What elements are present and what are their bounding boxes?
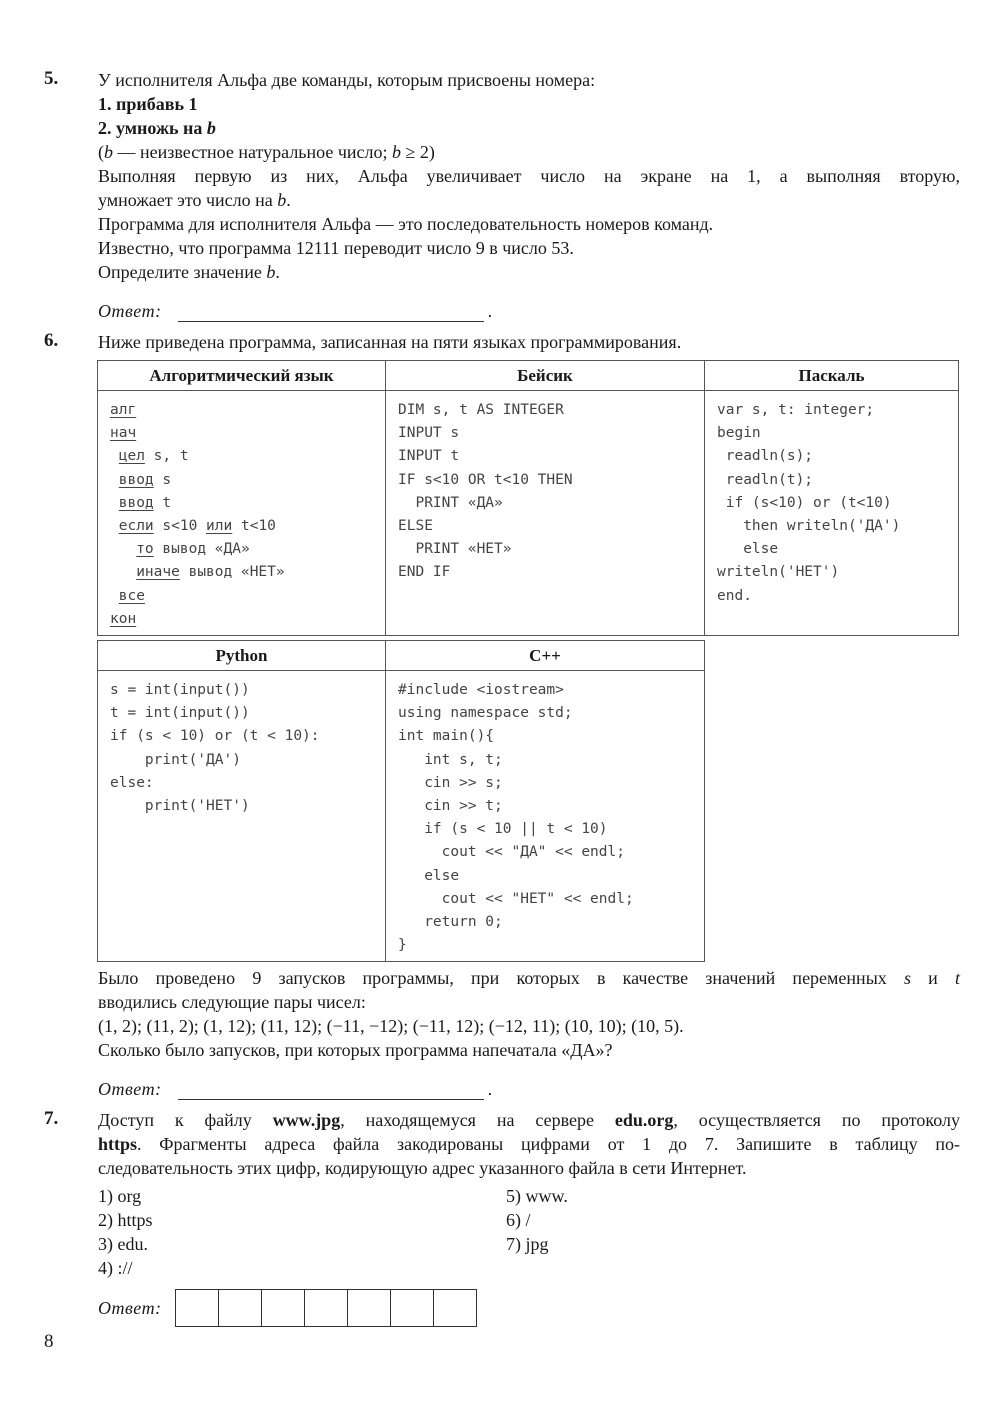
code-line: if (s<10) or (t<10): [717, 494, 892, 511]
code-line: int main(){: [398, 728, 495, 745]
code-line: }: [398, 937, 407, 954]
code-line: ELSE: [398, 517, 433, 534]
task-intro: Ниже приведена программа, записанная на пяти языках программирования.: [98, 332, 682, 352]
answer-row: [98, 296, 960, 322]
command-1: 1. прибавь 1: [98, 94, 198, 114]
answer-line[interactable]: [178, 1081, 484, 1100]
answer-cells: [176, 1289, 477, 1327]
code-line: var s, t: integer;: [717, 402, 875, 418]
answer-cell[interactable]: [433, 1289, 477, 1327]
code-line: cout << "НЕТ" << endl;: [398, 890, 634, 907]
code-line: cin >> t;: [398, 797, 503, 814]
task-body: [98, 966, 960, 1100]
task-number: 5.: [44, 68, 59, 89]
task-description: Программа для исполнителя Альфа — это последовательность номеров команд.: [98, 214, 714, 234]
code-line: int s, t;: [398, 751, 503, 768]
answer-dot: .: [487, 1079, 493, 1099]
code-cpp: [386, 671, 705, 962]
task-description: Выполняя первую из них, Альфа увеличивает число на экране на 1, а выполняя вторую,: [98, 166, 960, 186]
code-table-top: [97, 360, 959, 636]
task-question: Определите значение b.: [98, 262, 280, 282]
option-item: 5) www.: [506, 1186, 568, 1206]
code-line: end.: [717, 587, 752, 604]
code-basic: [386, 391, 705, 636]
answer-cell[interactable]: [218, 1289, 262, 1327]
code-python: [98, 671, 386, 962]
code-line: если s<10 или t<10: [118, 517, 276, 534]
code-line: t = int(input()): [110, 705, 250, 722]
task-description: вводились следующие пары чисел:: [98, 992, 366, 1012]
option-item: 3) edu.: [98, 1234, 148, 1254]
options-left: [98, 1184, 506, 1280]
code-line: PRINT «ДА»: [398, 494, 503, 511]
task-number: 6.: [44, 330, 59, 351]
task-description: Известно, что программа 12111 переводит число 9 в число 53.: [98, 238, 574, 258]
option-item: 1) org: [98, 1186, 142, 1206]
page-number: 8: [44, 1331, 54, 1352]
task-note: (b — неизвестное натуральное число; b ≥ 2): [98, 142, 435, 162]
code-line: INPUT s: [398, 425, 460, 442]
code-line: readln(s);: [717, 448, 814, 465]
header-basic: Бейсик: [386, 361, 705, 391]
code-line: #include <iostream>: [398, 682, 564, 698]
options-right: [506, 1184, 914, 1280]
answer-cell[interactable]: [175, 1289, 219, 1327]
code-line: readln(t);: [717, 471, 814, 488]
answer-cell[interactable]: [390, 1289, 434, 1327]
code-line: if (s < 10) or (t < 10):: [110, 728, 320, 745]
answer-label: Ответ:: [98, 301, 162, 321]
task-body: [98, 1108, 960, 1328]
code-line: INPUT t: [398, 448, 460, 465]
code-line: кон: [110, 610, 137, 627]
option-item: 2) https: [98, 1210, 153, 1230]
code-line: то вывод «ДА»: [136, 541, 250, 558]
code-line: алг: [110, 402, 137, 418]
code-line: print('ДА'): [110, 751, 241, 768]
code-line: ввод s: [118, 471, 172, 488]
task-description: умножает это число на b.: [98, 190, 291, 210]
code-line: нач: [110, 425, 137, 442]
code-line: begin: [717, 425, 761, 442]
task-body: [98, 68, 960, 322]
task-description: Доступ к файлу www.jpg, находящемуся на сервере edu.org, осуществляется по протоколу: [98, 1110, 960, 1130]
task-description: https. Фрагменты адреса файла закодированы цифрами от 1 до 7. Запишите в таблицу по-: [98, 1134, 960, 1154]
code-alg: [98, 391, 386, 636]
task-number: 7.: [44, 1108, 59, 1129]
code-line: cout << "ДА" << endl;: [398, 844, 625, 861]
code-line: PRINT «НЕТ»: [398, 541, 512, 558]
code-line: цел s, t: [118, 448, 189, 465]
input-pairs: (1, 2); (11, 2); (1, 12); (11, 12); (−11, −12); (−11, 12); (−12, 11); (10, 10); (10, 5).: [98, 1016, 684, 1036]
code-line: else: [717, 541, 779, 558]
code-line: else:: [110, 774, 154, 791]
code-line: if (s < 10 || t < 10): [398, 821, 608, 838]
answer-label: Ответ:: [98, 1297, 162, 1318]
task-description: Было проведено 9 запусков программы, при которых в качестве значений переменных s и t: [98, 968, 960, 988]
code-line: else: [398, 867, 460, 884]
answer-cell[interactable]: [261, 1289, 305, 1327]
answer-cell[interactable]: [304, 1289, 348, 1327]
code-line: IF s<10 OR t<10 THEN: [398, 471, 573, 488]
task-body: [98, 330, 960, 354]
code-line: иначе вывод «НЕТ»: [136, 564, 285, 581]
answer-cell[interactable]: [347, 1289, 391, 1327]
task-intro: У исполнителя Альфа две команды, которым присвоены номера:: [98, 70, 596, 90]
code-line: ввод t: [118, 494, 172, 511]
answer-dot: .: [487, 301, 493, 321]
code-line: cin >> s;: [398, 774, 503, 791]
answer-row: [98, 1074, 960, 1100]
code-table-bottom: [97, 640, 705, 962]
code-line: return 0;: [398, 913, 503, 930]
command-2: 2. умножь на b: [98, 118, 216, 138]
option-item: 7) jpg: [506, 1234, 549, 1254]
answer-row: [98, 1288, 960, 1328]
code-line: END IF: [398, 564, 451, 581]
options: [98, 1184, 960, 1280]
code-line: then writeln('ДА'): [717, 517, 901, 534]
code-line: using namespace std;: [398, 705, 573, 722]
task-question: Сколько было запусков, при которых программа напечатала «ДА»?: [98, 1040, 613, 1060]
code-pascal: [705, 391, 959, 636]
header-python: Python: [98, 641, 386, 671]
task-description: следовательность этих цифр, кодирующую адрес указанного файла в сети Интернет.: [98, 1158, 747, 1178]
code-line: print('НЕТ'): [110, 797, 250, 814]
code-line: DIM s, t AS INTEGER: [398, 402, 564, 418]
code-line: s = int(input()): [110, 682, 250, 698]
header-alg: Алгоритмический язык: [98, 361, 386, 391]
answer-line[interactable]: [178, 303, 484, 322]
header-pascal: Паскаль: [705, 361, 959, 391]
header-cpp: C++: [386, 641, 705, 671]
option-item: 4) ://: [98, 1258, 133, 1278]
code-line: все: [118, 587, 145, 604]
answer-label: Ответ:: [98, 1079, 162, 1099]
code-line: writeln('НЕТ'): [717, 564, 840, 581]
option-item: 6) /: [506, 1210, 531, 1230]
